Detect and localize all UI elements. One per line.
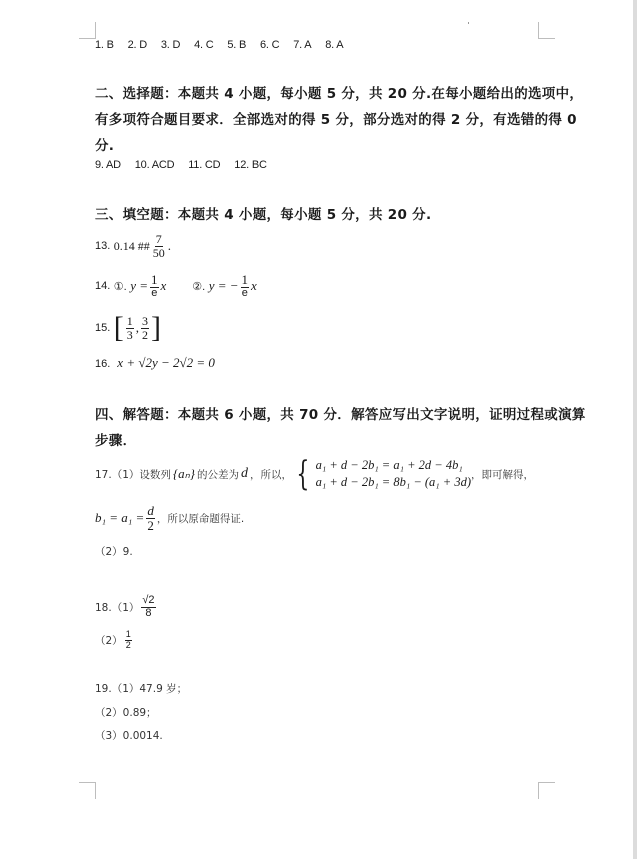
answer-10: 10. ACD [134,159,175,171]
q19-part1: 19.（1）47.9 岁； [95,683,188,695]
answer-3: 3. D [160,39,181,51]
section2-heading-line3: 分. [95,138,115,154]
answer-12: 12. BC [234,159,267,171]
q13-answer [95,229,171,263]
vertical-scrollbar[interactable] [633,0,637,859]
q14-part2-marker: ②. [192,280,206,293]
answer-5: 5. B [227,39,247,51]
q14-part2-var: x [251,278,257,293]
section2-heading-line2: 有多项符合题目要求．全部选对的得 5 分，部分选对的得 2 分，有选错的得 0 [95,112,577,128]
q17-equation-system [316,457,471,491]
section2-heading-line1: 二、选择题：本题共 4 小题，每小题 5 分，共 20 分.在每小题给出的选项中， [95,86,584,102]
answer-8: 8. A [325,39,344,51]
q15-b-num: 3 [142,313,149,328]
q13-fraction [152,233,166,259]
q17-sequence: {aₙ} [172,466,195,481]
q18-part1 [95,590,158,624]
q18-part1-num: √2 [142,593,155,606]
section4-heading-line2: 步骤． [95,433,137,449]
q15-a-den: 3 [126,327,133,342]
q17-line2-text: ，所以原命题得证. [156,512,245,525]
system-brace: { [296,454,310,494]
answer-1: 1. B [95,39,114,51]
q13-end: . [167,238,172,253]
q15-a-num: 1 [126,313,133,328]
q13-label: 13. [95,240,111,252]
q15-left-bracket: [ [113,311,124,344]
q15-answer: 15. [ $\frac{1}{3}$ , $\frac{3}{2}$ ] [95,311,162,344]
q17-text4: ，即可解得， [471,468,534,481]
margin-corner-bottom-left [79,782,96,799]
margin-corner-bottom-right [538,782,555,799]
q18-label: 18.（1） [95,601,140,614]
q15-fraction-a [126,315,134,341]
q14-label: 14. [95,280,111,292]
q17-label: 17.（1）设数列 [95,468,171,481]
q16-label: 16. [95,358,111,370]
q18-part2 [95,626,134,654]
q17-part1-line1 [95,454,534,494]
answer-6: 6. C [259,39,280,51]
cursor-mark [468,22,469,24]
q14-part1-lhs: y = [130,278,149,293]
q14-part2-fraction [241,273,250,299]
q17-part2: （2）9. [95,546,133,558]
q14-answer [95,269,257,303]
q17-d: d [240,466,248,481]
q14-part1-marker: ①. [113,280,127,293]
q18-part1-fraction [141,595,155,619]
q14-part1-var: x [160,278,167,293]
q18-part2-label: （2） [95,634,123,647]
q15-b-den: 2 [142,327,149,342]
q15-right-bracket: ] [151,311,162,344]
q17-eq1: a₁ + d − 2b₁ = a₁ + 2d − 4b₁ [315,458,463,473]
q17-line2-num: d [147,502,154,518]
q16-equation: x + √2y − 2√2 = 0 [117,355,215,370]
q17-line2-den: 2 [147,517,154,533]
q17-text3: ，所以， [249,468,292,481]
q14-part1-fraction [150,273,159,299]
margin-corner-top-left [79,22,96,39]
q14-part1-num: 1 [151,271,158,287]
answer-11: 11. CD [188,159,221,171]
q14-part2-den: e [241,286,248,299]
answers-1-8 [95,39,354,51]
section3-heading: 三、填空题：本题共 4 小题，每小题 5 分，共 20 分. [95,207,432,223]
q13-value: 0.14 ## [113,238,150,253]
answer-4: 4. C [194,39,214,51]
margin-corner-top-right [538,22,555,39]
q17-line2-fraction [146,504,155,532]
q17-part1-line2 [95,500,244,536]
answer-9: 9. AD [95,159,121,171]
q13-frac-den: 50 [152,245,165,260]
q15-label: 15. [95,322,111,334]
answers-9-12 [95,159,278,171]
q19-part2: （2）0.89； [95,707,157,719]
q17-line2-lhs: b₁ = a₁ = [95,510,145,525]
q15-fraction-b [141,315,149,341]
q13-frac-num: 7 [155,231,162,246]
q18-part2-num: 1 [125,629,131,640]
q18-part1-den: 8 [145,606,152,619]
q19-part3: （3）0.0014. [95,730,163,742]
q18-part2-fraction [125,630,132,650]
q18-part2-den: 2 [125,639,131,650]
q14-part2-num: 1 [241,271,249,287]
section4-heading-line1: 四、解答题：本题共 6 小题，共 70 分．解答应写出文字说明，证明过程或演算 [95,407,586,423]
answer-2: 2. D [127,39,148,51]
answer-7: 7. A [293,39,312,51]
q16-answer [95,355,215,371]
q17-text2: 的公差为 [196,468,239,481]
q14-part1-den: e [151,286,158,299]
q17-eq2: a₁ + d − 2b₁ = 8b₁ − (a₁ + 3d) [315,475,471,489]
q14-part2-lhs: y = − [208,278,239,293]
